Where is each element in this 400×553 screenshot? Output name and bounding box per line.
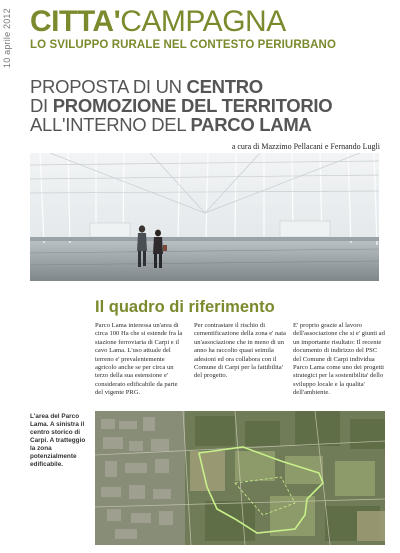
- headline-text: DI: [30, 95, 53, 116]
- headline-emphasis: CENTRO: [186, 76, 263, 97]
- aerial-map-illustration: [95, 411, 385, 545]
- author-credit: a cura di Mazzimo Pellacani e Fernando Lugli: [231, 142, 380, 151]
- headline-text: PROPOSTA DI UN: [30, 76, 187, 97]
- headline-line-3: [30, 115, 390, 134]
- photo-illustration: [30, 153, 379, 281]
- headline-emphasis: PARCO LAMA: [190, 114, 312, 135]
- body-column: Per contrastare il rischio di cementificazione della zona e' nata un'associazione che in meno di un anno ha raccolto quasi seimila adesioni ed ora collabora con il Comune di Carpi per la fattibilita' del progetto.: [194, 322, 286, 380]
- article-headline: [30, 77, 390, 134]
- masthead-title-part1: CITTA': [30, 5, 121, 38]
- station-canopy-photo: [30, 153, 379, 281]
- headline-line-1: [30, 77, 390, 96]
- body-column: E' proprio grazie al lavoro dell'associazione che si e' giunti ad un importante risultato: Il recente documento di indirizzo del PSC del Comune di Carpi individua Parco Lama come uno dei progetti strategici per la sostenibilita' dello sviluppo locale e la qualita' dell'ambiente.: [293, 322, 385, 397]
- headline-line-2: [30, 96, 390, 115]
- article-body: [95, 322, 385, 404]
- section-title: Il quadro di riferimento: [95, 298, 275, 316]
- masthead-subtitle: LO SVILUPPO RURALE NEL CONTESTO PERIURBANO: [30, 39, 336, 51]
- map-caption: L'area del Parco Lama. A sinistra il centro storico di Carpi. A tratteggio la zona potenzialmente edificabile.: [30, 413, 86, 468]
- masthead-title: [30, 5, 392, 38]
- aerial-map: [95, 411, 385, 545]
- masthead-title-part2: CAMPAGNA: [120, 5, 286, 38]
- headline-emphasis: PROMOZIONE DEL TERRITORIO: [52, 95, 333, 116]
- masthead: [30, 5, 392, 51]
- body-column: Parco Lama interessa un'area di circa 100 Ha che si estende fra la stazione ferroviaria di Carpi e il cavo Lama. L'uso attuale del terreno e' prevalentemente agricolo anche se per circa un terzo della sua estensione e' considerato edificabile da parte del vigente PRG.: [95, 322, 183, 397]
- headline-text: ALL'INTERNO DEL: [30, 114, 191, 135]
- publication-date: 10 aprile 2012: [2, 8, 12, 68]
